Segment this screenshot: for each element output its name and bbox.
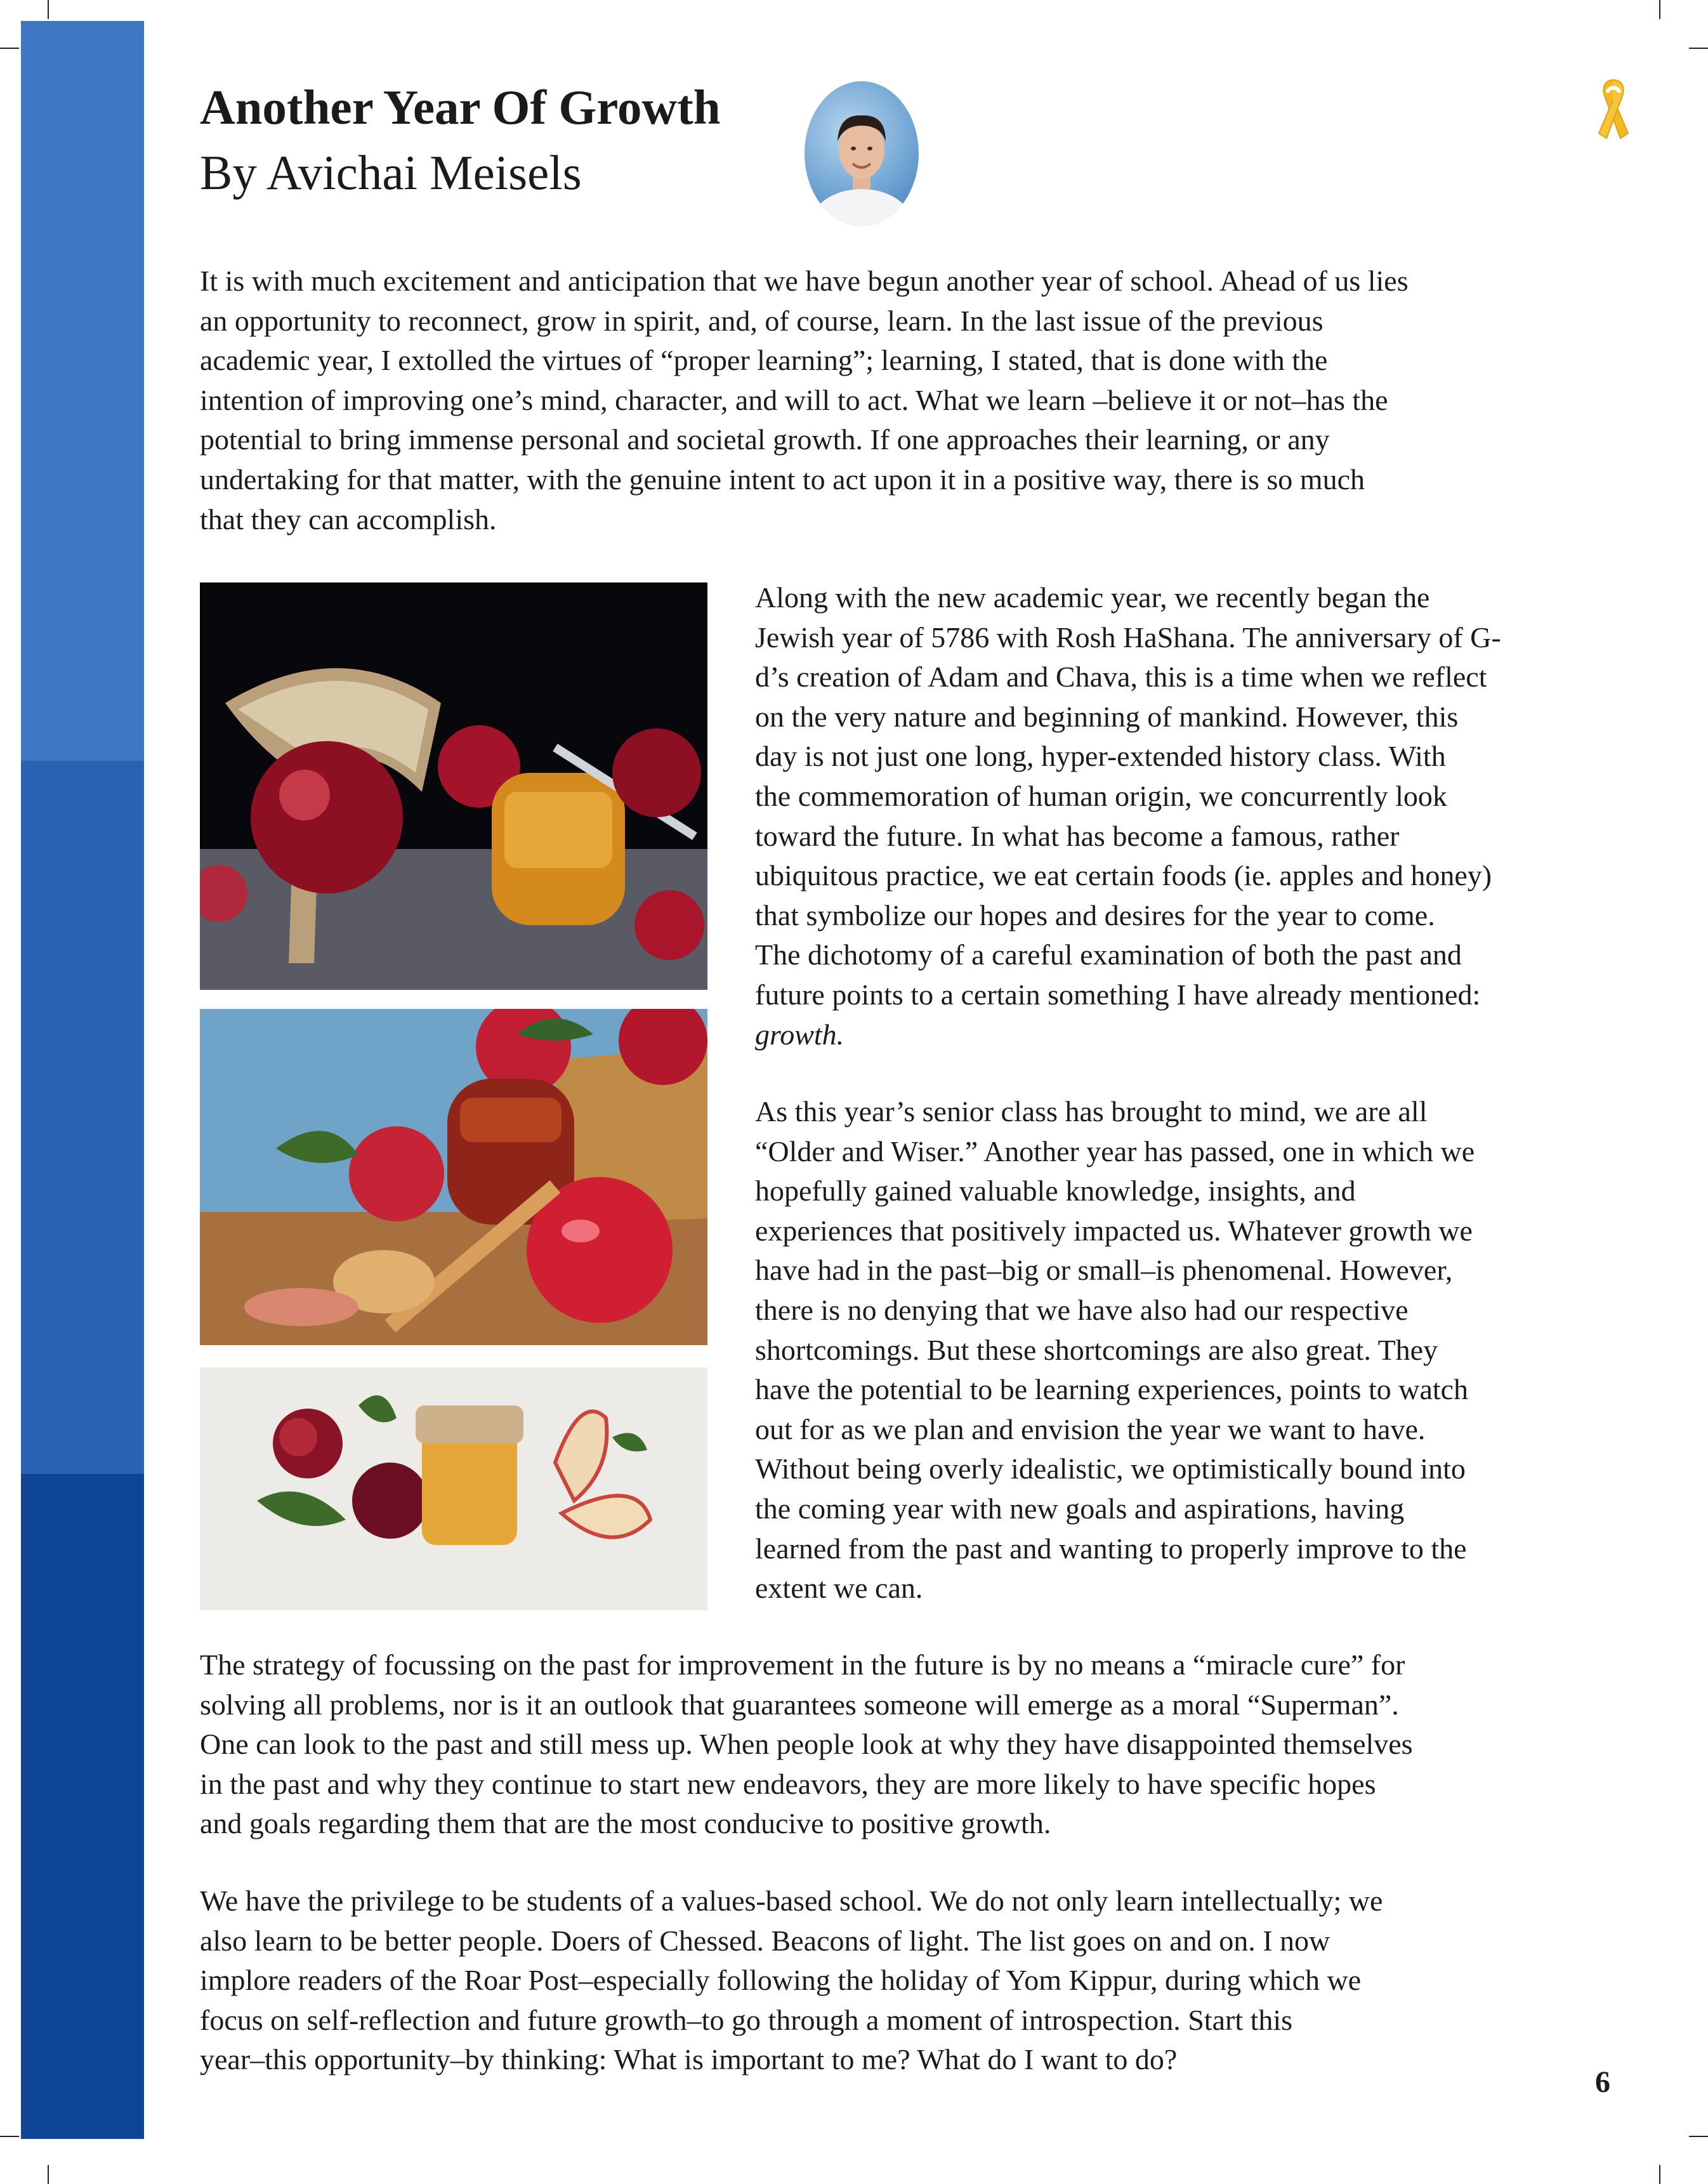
shofar-honey-photo [200,582,707,990]
rosh-hashana-paragraph [755,578,1618,1055]
text-line: implore readers of the Roar Post–especially following the holiday of Yom Kippur, during which we [200,1964,1362,1997]
text-line: extent we can. [755,1572,923,1605]
text-line: on the very nature and beginning of mankind. However, this [755,700,1459,733]
text-line: the coming year with new goals and aspirations, having [755,1492,1405,1525]
text-line: Without being overly idealistic, we optimistically bound into [755,1452,1466,1485]
text-line: experiences that positively impacted us. Whatever growth we [755,1214,1473,1247]
yellow-ribbon-icon [1593,75,1634,141]
crop-mark [0,48,19,49]
text-line: an opportunity to reconnect, grow in spirit, and, of course, learn. In the last issue of the previous [200,304,1324,337]
intro-paragraph [200,261,1615,539]
text-line: We have the privilege to be students of a values-based school. We do not only learn intellectually; we [200,1885,1383,1917]
text-line: undertaking for that matter, with the genuine intent to act upon it in a positive way, there is so much [200,463,1365,496]
text-line: ubiquitous practice, we eat certain foods (ie. apples and honey) [755,859,1492,892]
text-line: year–this opportunity–by thinking: What is important to me? What do I want to do? [200,2043,1178,2076]
senior-class-paragraph [755,1092,1618,1608]
crop-mark [48,0,49,19]
text-line: “Older and Wiser.” Another year has passed, one in which we [755,1135,1475,1168]
sidebar-band-middle [21,761,144,1474]
text-line: As this year’s senior class has brought to mind, we are all [755,1095,1428,1128]
text-line: It is with much excitement and anticipation that we have begun another year of school. Ahead of us lies [200,265,1409,297]
apples-honey-jar-photo [200,1009,707,1345]
text-line: also learn to be better people. Doers of Chessed. Beacons of light. The list goes on and on. I now [200,1924,1330,1957]
strategy-paragraph [200,1645,1615,1844]
author-avatar [805,81,919,226]
text-line: Jewish year of 5786 with Rosh HaShana. The anniversary of G- [755,621,1501,654]
text-line: have the potential to be learning experiences, points to watch [755,1373,1469,1406]
text-line: solving all problems, nor is it an outlook that guarantees someone will emerge as a moral “Superman”. [200,1688,1399,1721]
text-line: and goals regarding them that are the most conducive to positive growth. [200,1807,1051,1840]
text-line: potential to bring immense personal and societal growth. If one approaches their learning, or any [200,423,1330,456]
text-line: hopefully gained valuable knowledge, insights, and [755,1174,1356,1207]
text-line: intention of improving one’s mind, character, and will to act. What we learn –believe it or not–has the [200,383,1388,416]
crop-mark [1659,0,1660,19]
crop-mark [0,2136,19,2137]
text-line: academic year, I extolled the virtues of “proper learning”; learning, I stated, that is done with the [200,344,1328,377]
closing-paragraph [200,1881,1615,2080]
text-line: d’s creation of Adam and Chava, this is a time when we reflect [755,661,1487,694]
article-title: Another Year Of Growth [200,80,721,135]
text-line: toward the future. In what has become a famous, rather [755,819,1400,852]
crop-mark [48,2165,49,2184]
text-line: learned from the past and wanting to properly improve to the [755,1532,1467,1565]
sidebar-band-bottom [21,1474,144,2139]
text-line: day is not just one long, hyper-extended history class. With [755,740,1446,773]
text-line: future points to a certain something I have already mentioned: [755,978,1481,1011]
crop-mark [1689,48,1708,49]
sidebar-band-top [21,21,144,761]
text-line: The dichotomy of a careful examination of both the past and [755,938,1462,971]
text-line: that they can accomplish. [200,503,497,536]
text-line: One can look to the past and still mess up. When people look at why they have disappointed themselves [200,1728,1413,1761]
page-number: 6 [1595,2065,1610,2099]
text-line: growth. [755,1018,844,1051]
sidebar-color-bar [21,21,144,2139]
text-line: the commemoration of human origin, we concurrently look [755,779,1447,812]
crop-mark [1689,2136,1708,2137]
text-line: shortcomings. But these shortcomings are also great. They [755,1333,1438,1366]
text-line: in the past and why they continue to start new endeavors, they are more likely to have specific hopes [200,1767,1376,1800]
honey-pomegranate-photo [200,1367,707,1610]
text-line: focus on self-reflection and future growth–to go through a moment of introspection. Start this [200,2003,1293,2036]
article-byline: By Avichai Meisels [200,145,582,200]
crop-mark [1659,2165,1660,2184]
text-line: out for as we plan and envision the year we want to have. [755,1412,1426,1445]
text-line: Along with the new academic year, we recently began the [755,581,1430,614]
text-line: have had in the past–big or small–is phenomenal. However, [755,1254,1453,1287]
text-line: The strategy of focussing on the past for improvement in the future is by no means a “miracle cure” for [200,1648,1405,1681]
text-line: that symbolize our hopes and desires for the year to come. [755,898,1435,931]
text-line: there is no denying that we have also had our respective [755,1293,1409,1326]
